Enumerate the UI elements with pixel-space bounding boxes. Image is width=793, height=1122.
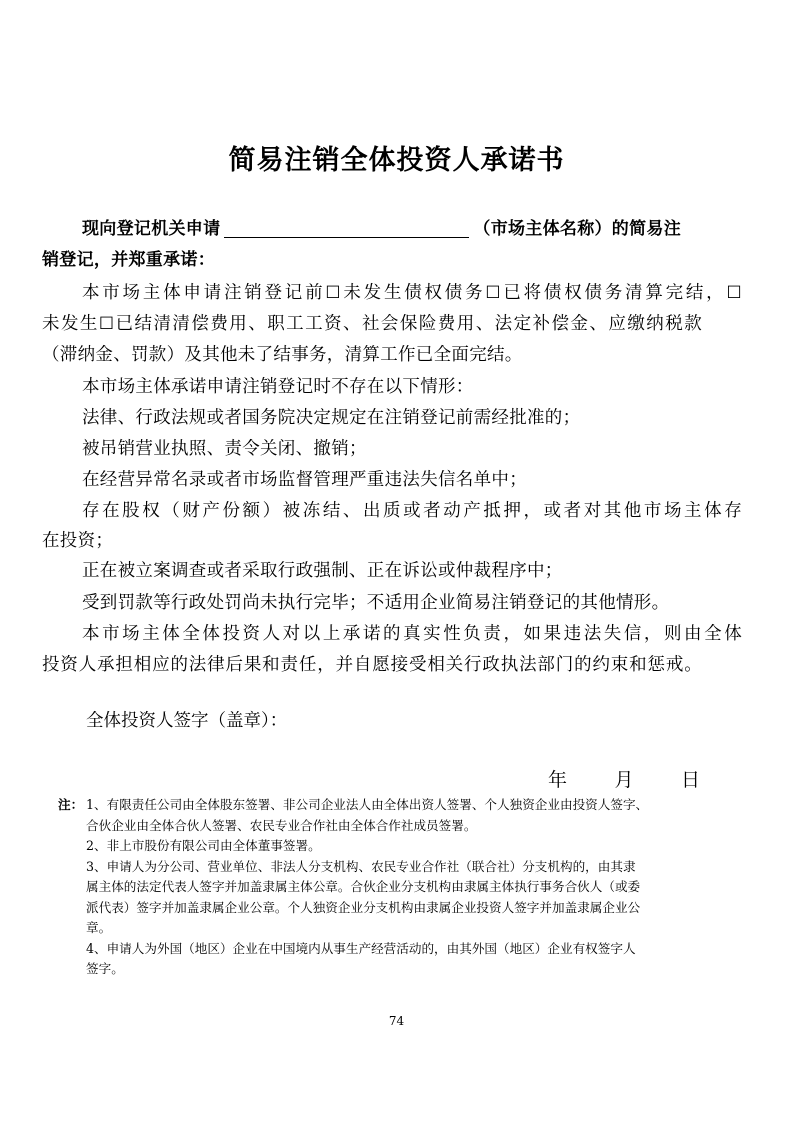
promise-text: 本市场主体申请注销登记前 (82, 283, 326, 303)
entity-name-blank[interactable] (224, 217, 469, 238)
responsibility-line-2: 投资人承担相应的法律后果和责任，并自愿接受相关行政执法部门的约束和惩戒。 (42, 655, 702, 675)
situation-item-1: 法律、行政法规或者国务院决定规定在注销登记前需经批准的； (82, 408, 581, 428)
date-month: 月 (614, 769, 634, 791)
date-year: 年 (548, 769, 568, 791)
situation-item-4b: 在投资； (42, 531, 114, 551)
date-line (548, 765, 700, 792)
note-3-cont-3: 章。 (86, 920, 112, 935)
date-day: 日 (680, 769, 700, 791)
note-4-cont: 签字。 (86, 961, 124, 976)
note-3-cont-1: 属主体的法定代表人签字并加盖隶属主体公章。合伙企业分支机构由隶属主体执行事务合伙人（或委 (86, 879, 641, 894)
promise-line-2 (42, 309, 702, 339)
document-title: 简易注销全体投资人承诺书 (228, 145, 565, 176)
checkbox-debt-cleared[interactable]: ☐ (485, 283, 501, 303)
notes-label: 注： (58, 797, 84, 812)
situations-intro: 本市场主体承诺申请注销登记时不存在以下情形： (82, 377, 474, 397)
checkbox-label-none-occurred: 未发生 (42, 314, 99, 334)
checkbox-label-fees-settled: 已结清清偿费用、职工工资、社会保险费用、法定补偿金、应缴纳税款 (114, 314, 702, 334)
page-number: 74 (388, 1014, 405, 1028)
notes-section (58, 795, 708, 980)
checkbox-fees-settled[interactable]: ☐ (98, 314, 115, 334)
responsibility-line-1: 本市场主体全体投资人对以上承诺的真实性负责，如果违法失信，则由全体 (82, 624, 742, 644)
checkbox-no-debt[interactable]: ☐ (325, 283, 341, 303)
signature-label: 全体投资人签字（盖章）： (86, 711, 288, 731)
note-4: 4、申请人为外国（地区）企业在中国境内从事生产经营活动的，由其外国（地区）企业有权签字人 (86, 940, 636, 956)
application-suffix: （市场主体名称）的简易注 (473, 219, 682, 239)
situation-item-4a: 存在股权（财产份额）被冻结、出质或者动产抵押，或者对其他市场主体存 (82, 501, 742, 521)
situation-item-3: 在经营异常名录或者市场监督管理严重违法失信名单中； (82, 470, 527, 490)
note-3: 3、申请人为分公司、营业单位、非法人分支机构、农民专业合作社（联合社）分支机构的，由其隶 (86, 858, 636, 874)
situation-item-6: 受到罚款等行政处罚尚未执行完毕；不适用企业简易注销登记的其他情形。 (82, 593, 670, 613)
promise-line-1 (42, 278, 742, 308)
checkbox-none-occurred[interactable]: ☐ (726, 283, 742, 303)
checkbox-label-no-debt: 未发生债权债务 (340, 283, 486, 303)
note-3-cont-2: 派代表）签字并加盖隶属企业公章。个人独资企业分支机构由隶属企业投资人签字并加盖隶属企业公 (86, 899, 641, 915)
situation-item-5: 正在被立案调查或者采取行政强制、正在诉讼或仲裁程序中； (82, 561, 563, 581)
note-2: 2、非上市股份有限公司由全体董事签署。 (86, 838, 321, 853)
note-1: 1、有限责任公司由全体股东签署、非公司企业法人由全体出资人签署、个人独资企业由投资人签字、 (86, 797, 649, 812)
application-line-2: 销登记，并郑重承诺： (42, 250, 215, 270)
application-line (42, 214, 742, 244)
promise-line-3: （滞纳金、罚款）及其他未了结事务，清算工作已全面完结。 (42, 345, 523, 365)
checkbox-label-debt-cleared: 已将债权债务清算完结， (500, 283, 727, 303)
situation-item-2: 被吊销营业执照、责令关闭、撤销； (82, 439, 367, 459)
application-prefix: 现向登记机关申请 (82, 219, 221, 239)
note-1-cont: 合伙企业由全体合伙人签署、农民专业合作社由全体合作社成员签署。 (86, 817, 477, 833)
